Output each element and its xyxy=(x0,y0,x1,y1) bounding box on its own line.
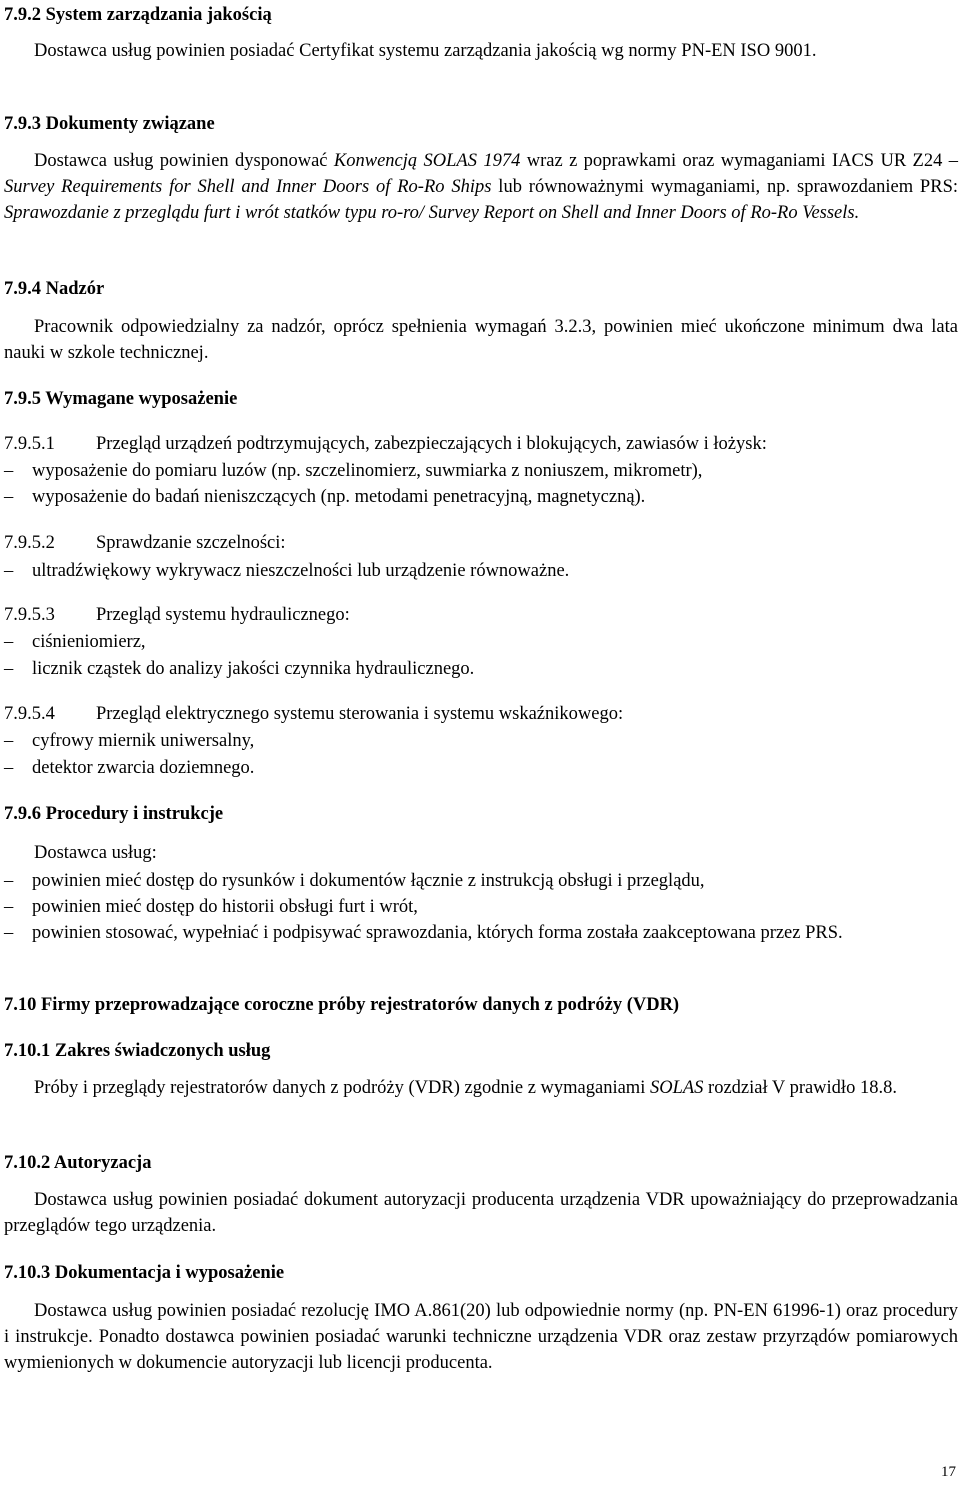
heading-7-9-2: 7.9.2 System zarządzania jakością xyxy=(4,5,272,25)
paragraph-authorization: Dostawca usług powinien posiadać dokument autoryzacji producenta urządzenia VDR upoważniający do przeprowadzania przeglądów tego urządzenia. xyxy=(4,1190,958,1236)
subheading-7-9-5-3: 7.9.5.3 Przegląd systemu hydraulicznego: xyxy=(4,605,350,625)
heading-7-9-6: 7.9.6 Procedury i instrukcje xyxy=(4,804,224,824)
heading-7-10-2: 7.10.2 Autoryzacja xyxy=(4,1153,152,1173)
heading-7-10: 7.10 Firmy przeprowadzające coroczne próby rejestratorów danych z podróży (VDR) xyxy=(4,995,680,1015)
subheading-7-9-5-1: 7.9.5.1 Przegląd urządzeń podtrzymujących, zabezpieczających i blokujących, zawiasów i łożysk: xyxy=(4,434,767,454)
heading-7-9-4: 7.9.4 Nadzór xyxy=(4,279,105,299)
paragraph-documentation: Dostawca usług powinien posiadać rezolucję IMO A.861(20) lub odpowiednie normy (np. PN-EN 61996-1) oraz procedury i instrukcje. Ponadto dostawca powinien posiadać warunki techniczne urządzenia VDR oraz zestaw przyrządów pomiarowych wymienionych w dokumencie autoryzacji lub licencji producenta. xyxy=(4,1301,958,1373)
heading-7-9-5: 7.9.5 Wymagane wyposażenie xyxy=(4,389,238,409)
heading-7-10-3: 7.10.3 Dokumentacja i wyposażenie xyxy=(4,1263,285,1283)
subheading-7-9-5-2: 7.9.5.2 Sprawdzanie szczelności: xyxy=(4,533,286,553)
paragraph-related-docs: Dostawca usług powinien dysponować Konwencją SOLAS 1974 wraz z poprawkami oraz wymaganiami IACS UR Z24 – Survey Requirements for Shell and Inner Doors of Ro-Ro Ships lub równoważnymi wymaganiami, np. sprawozdaniem PRS: Sprawozdanie z przeglądu furt i wrót statków typu ro-ro/ Survey Report on Shell and Inner Doors of Ro-Ro Vessels. xyxy=(4,151,958,223)
paragraph-scope: Próby i przeglądy rejestratorów danych z podróży (VDR) zgodnie z wymaganiami SOLAS rozdział V prawidło 18.8. xyxy=(34,1078,897,1098)
paragraph-intro: Dostawca usług: xyxy=(34,843,157,863)
subheading-7-9-5-4: 7.9.5.4 Przegląd elektrycznego systemu sterowania i systemu wskaźnikowego: xyxy=(4,704,624,724)
paragraph-supervision: Pracownik odpowiedzialny za nadzór, oprócz spełnienia wymagań 3.2.3, powinien mieć ukończone minimum dwa lata nauki w szkole technicznej. xyxy=(4,317,958,363)
heading-7-9-3: 7.9.3 Dokumenty związane xyxy=(4,114,215,134)
heading-7-10-1: 7.10.1 Zakres świadczonych usług xyxy=(4,1041,271,1061)
document-page: 7.9.2 System zarządzania jakością Dostawca usług powinien posiadać Certyfikat systemu zarządzania jakością wg normy PN-EN ISO 9001. 7.9.3 Dokumenty związane Dostawca usług powinien dysponować Konwencją SOLAS 1974 wraz z poprawkami oraz wymaganiami IACS UR Z24 – Survey Requirements for Shell and Inner Doors of Ro-Ro Ships lub równoważnymi wymaganiami, np. sprawozdaniem PRS: Sprawozdanie z przeglądu furt i wrót statków typu ro-ro/ Survey Report on Shell and Inner Doors of Ro-Ro Vessels. 7.9.4 Nadzór Pracownik odpowiedzialny za nadzór, oprócz spełnienia wymagań 3.2.3, powinien mieć ukończone minimum dwa lata nauki w szkole technicznej. 7.9.5 Wymagane wyposażenie 7.9.5.1 Przegląd urządzeń podtrzymujących, zabezpieczających i blokujących, zawiasów i łożysk: – wyposażenie do pomiaru luzów (np. szczelinomierz, suwmiarka z noniuszem, mikrometr), – wyposażenie do badań nieniszczących (np. metodami penetracyjną, magnetyczną). 7.9.5.2 Sprawdzanie szczelności: – ultradźwiękowy wykrywacz nieszczelności lub urządzenie równoważne. 7.9.5.3 Przegląd systemu hydraulicznego: – ciśnieniomierz, – licznik cząstek do analizy jakości czynnika hydraulicznego. 7.9.5.4 Przegląd elektrycznego systemu sterowania i systemu wskaźnikowego: – cyfrowy miernik uniwersalny, – detektor zwarcia doziemnego. 7.9.6 Procedury i instrukcje Dostawca usług: – powinien mieć dostęp do rysunków i dokumentów łącznie z instrukcją obsługi i przeglądu, – powinien mieć dostęp do historii obsługi furt i wrót, – powinien stosować, wypełniać i podpisywać sprawozdania, których forma została zaakceptowana przez PRS. 7.10 Firmy przeprowadzające coroczne próby rejestratorów danych z podróży (VDR) 7.10.1 Zakres świadczonych usług Próby i przeglądy rejestratorów danych z podróży (VDR) zgodnie z wymaganiami SOLAS rozdział V prawidło 18.8. 7.10.2 Autoryzacja Dostawca usług powinien posiadać dokument autoryzacji producenta urządzenia VDR upoważniający do przeprowadzania przeglądów tego urządzenia. 7.10.3 Dokumentacja i wyposażenie Dostawca usług powinien posiadać rezolucję IMO A.861(20) lub odpowiednie normy (np. PN-EN 61996-1) oraz procedury i instrukcje. Ponadto dostawca powinien posiadać warunki techniczne urządzenia VDR oraz zestaw przyrządów pomiarowych wymienionych w dokumencie autoryzacji lub licencji producenta. 17 xyxy=(4,0,958,1478)
page-number: 17 xyxy=(941,1464,956,1480)
paragraph-quality-system: Dostawca usług powinien posiadać Certyfikat systemu zarządzania jakością wg normy PN-EN ISO 9001. xyxy=(34,41,817,61)
